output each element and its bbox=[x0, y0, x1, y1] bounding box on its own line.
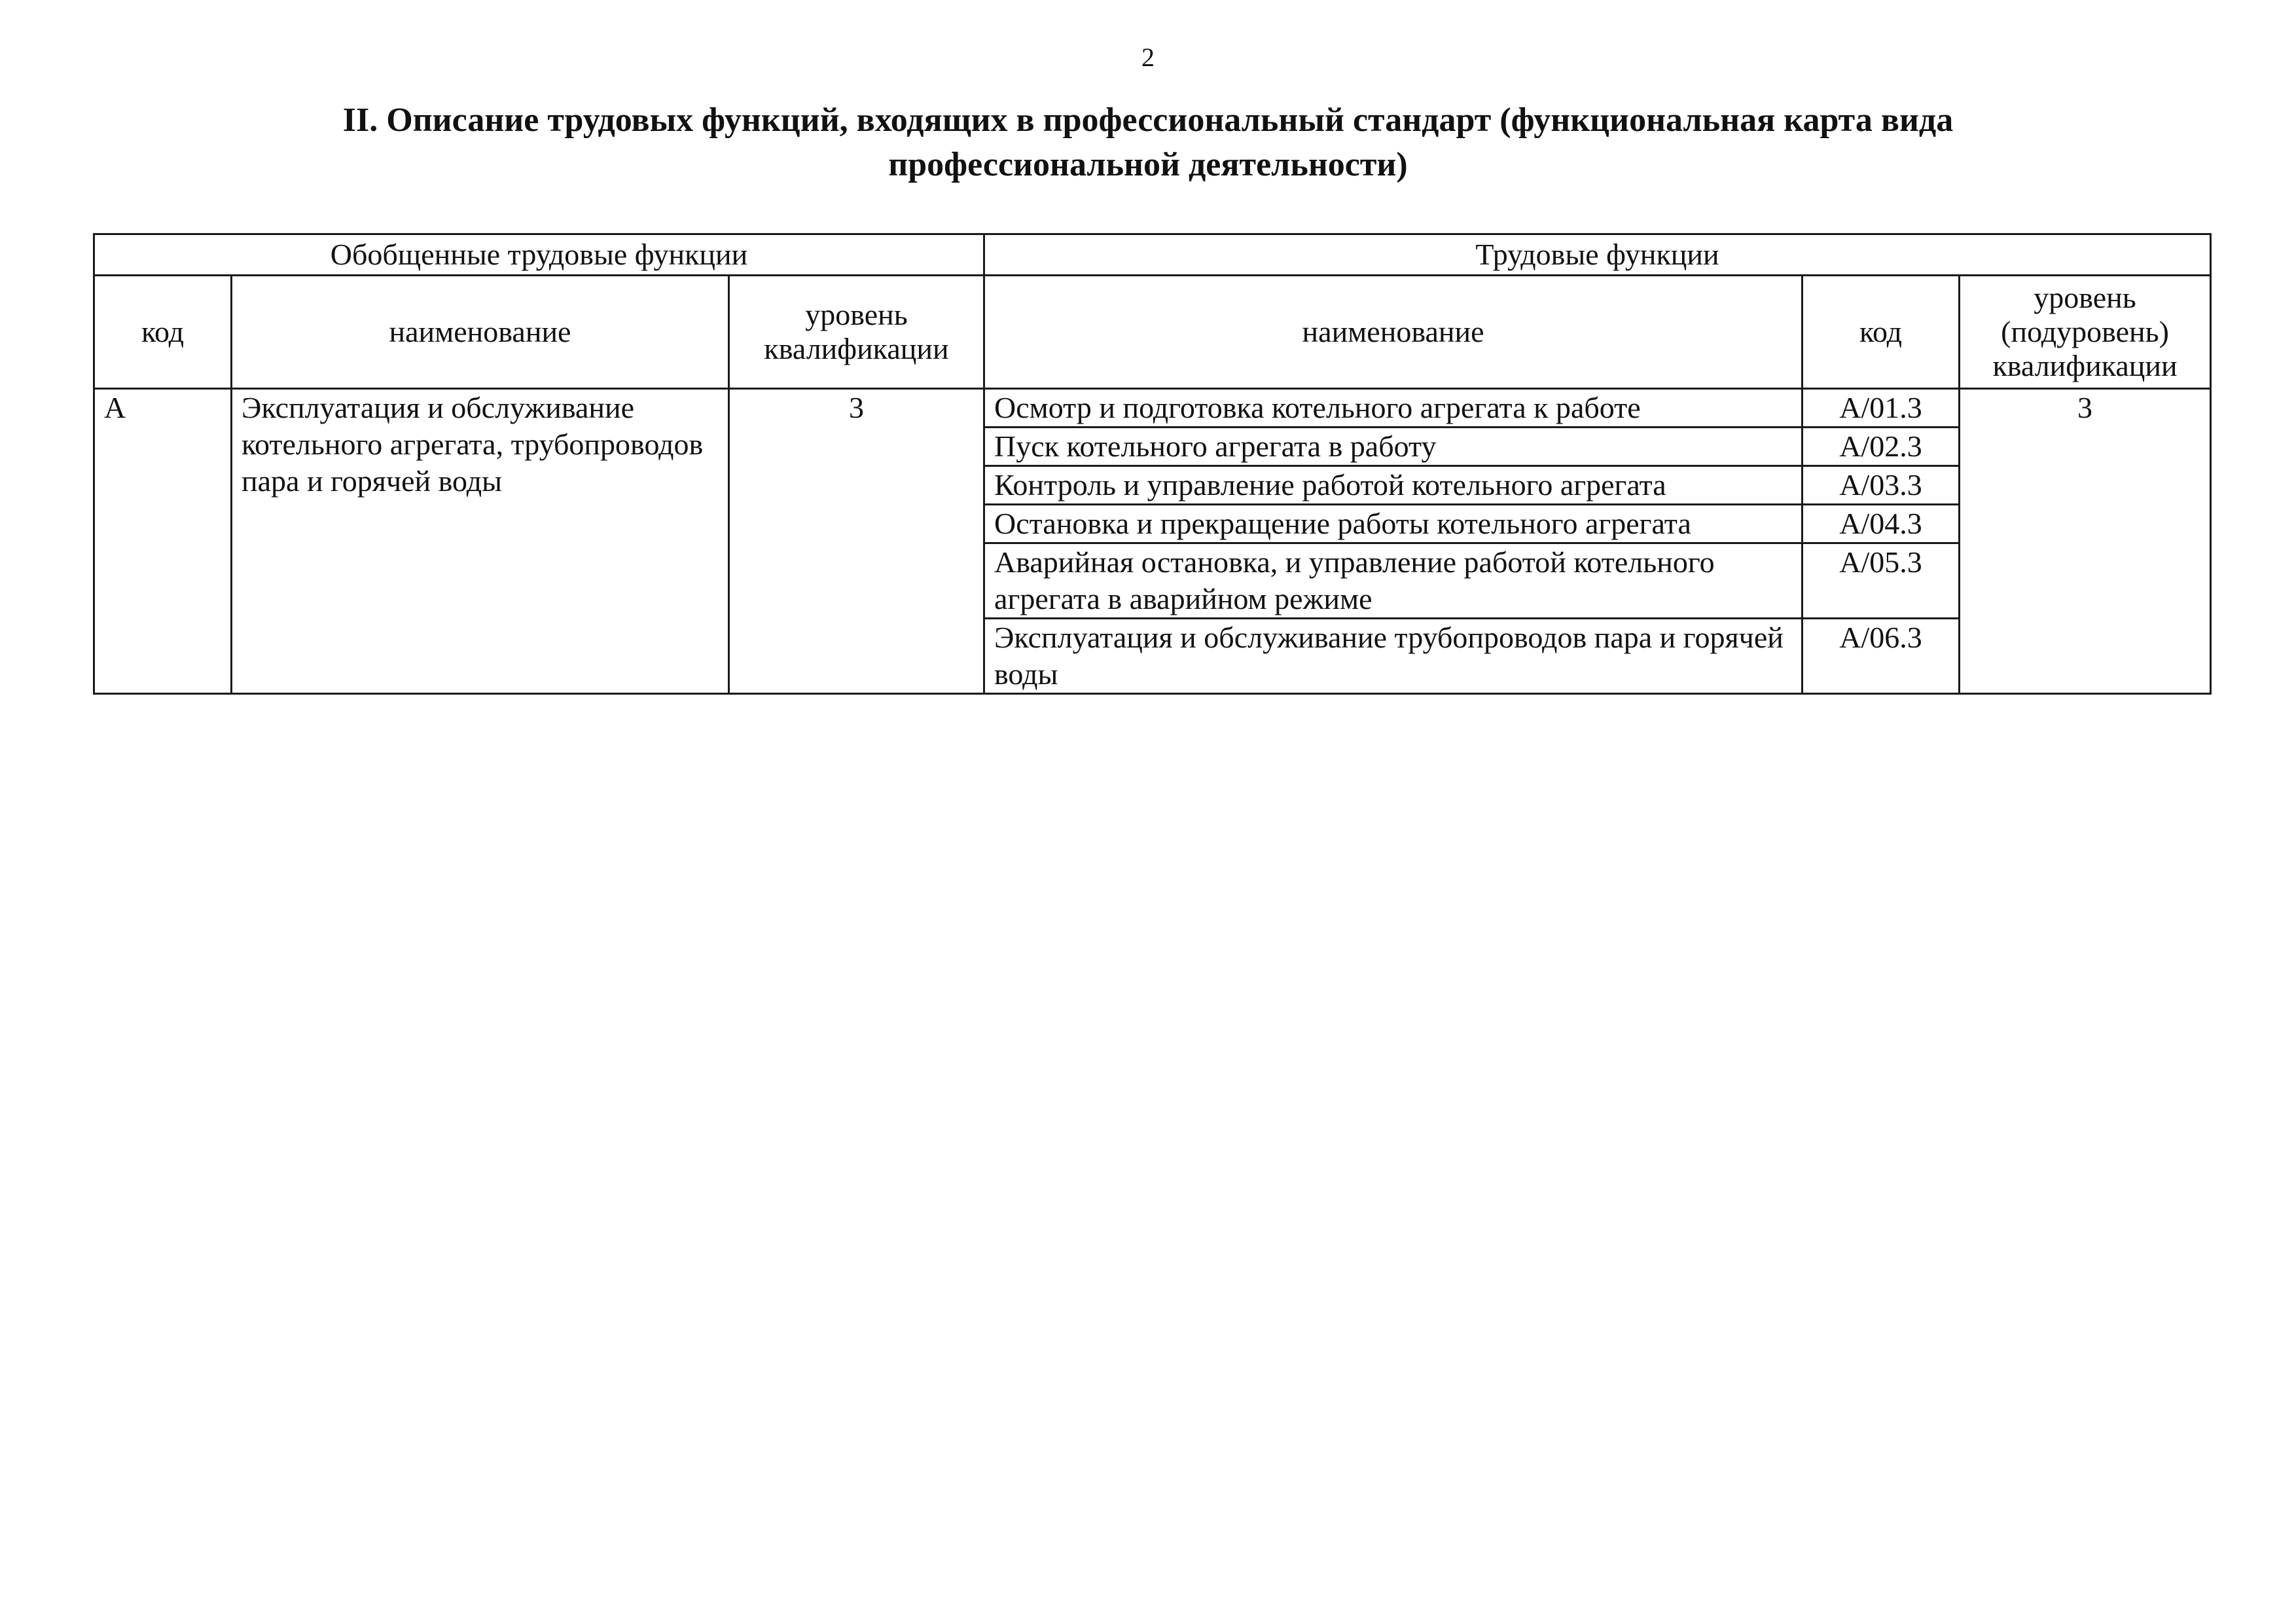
header-gen-code: код bbox=[94, 276, 232, 389]
page-number: 2 bbox=[1141, 43, 1155, 72]
gen-level-cell: 3 bbox=[729, 389, 984, 694]
tf-name-cell: Контроль и управление работой котельного агрегата bbox=[984, 466, 1803, 505]
tf-code-cell: А/03.3 bbox=[1803, 466, 1960, 505]
header-generalized-functions: Обобщенные трудовые функции bbox=[94, 234, 984, 276]
tf-code-cell: А/02.3 bbox=[1803, 428, 1960, 466]
functional-map-table bbox=[93, 233, 2212, 695]
tf-name-cell: Остановка и прекращение работы котельного агрегата bbox=[984, 505, 1803, 543]
header-gen-level: уровень квалификации bbox=[729, 276, 984, 389]
tf-code-cell: А/04.3 bbox=[1803, 505, 1960, 543]
header-labor-functions: Трудовые функции bbox=[984, 234, 2211, 276]
header-tf-code: код bbox=[1803, 276, 1960, 389]
header-tf-level: уровень (подуровень) квалификации bbox=[1960, 276, 2211, 389]
gen-code-cell: А bbox=[94, 389, 232, 694]
tf-code-cell: А/06.3 bbox=[1803, 619, 1960, 694]
section-title: II. Описание трудовых функций, входящих в профессиональный стандарт (функциональная карта вида профессиональной деятельности) bbox=[342, 101, 1954, 183]
header-tf-name: наименование bbox=[984, 276, 1803, 389]
tf-name-cell: Аварийная остановка, и управление работой котельного агрегата в аварийном режиме bbox=[984, 543, 1803, 619]
header-gen-name: наименование bbox=[232, 276, 729, 389]
gen-name-cell: Эксплуатация и обслуживание котельного агрегата, трубопроводов пара и горячей воды bbox=[232, 389, 729, 694]
tf-code-cell: А/05.3 bbox=[1803, 543, 1960, 619]
tf-name-cell: Эксплуатация и обслуживание трубопроводов пара и горячей воды bbox=[984, 619, 1803, 694]
tf-name-cell: Пуск котельного агрегата в работу bbox=[984, 428, 1803, 466]
group-header-row bbox=[94, 234, 2211, 276]
column-header-row bbox=[94, 276, 2211, 389]
tf-level-cell: 3 bbox=[1960, 389, 2211, 694]
tf-name-cell: Осмотр и подготовка котельного агрегата к работе bbox=[984, 389, 1803, 428]
tf-code-cell: А/01.3 bbox=[1803, 389, 1960, 428]
table-row bbox=[94, 389, 2211, 428]
